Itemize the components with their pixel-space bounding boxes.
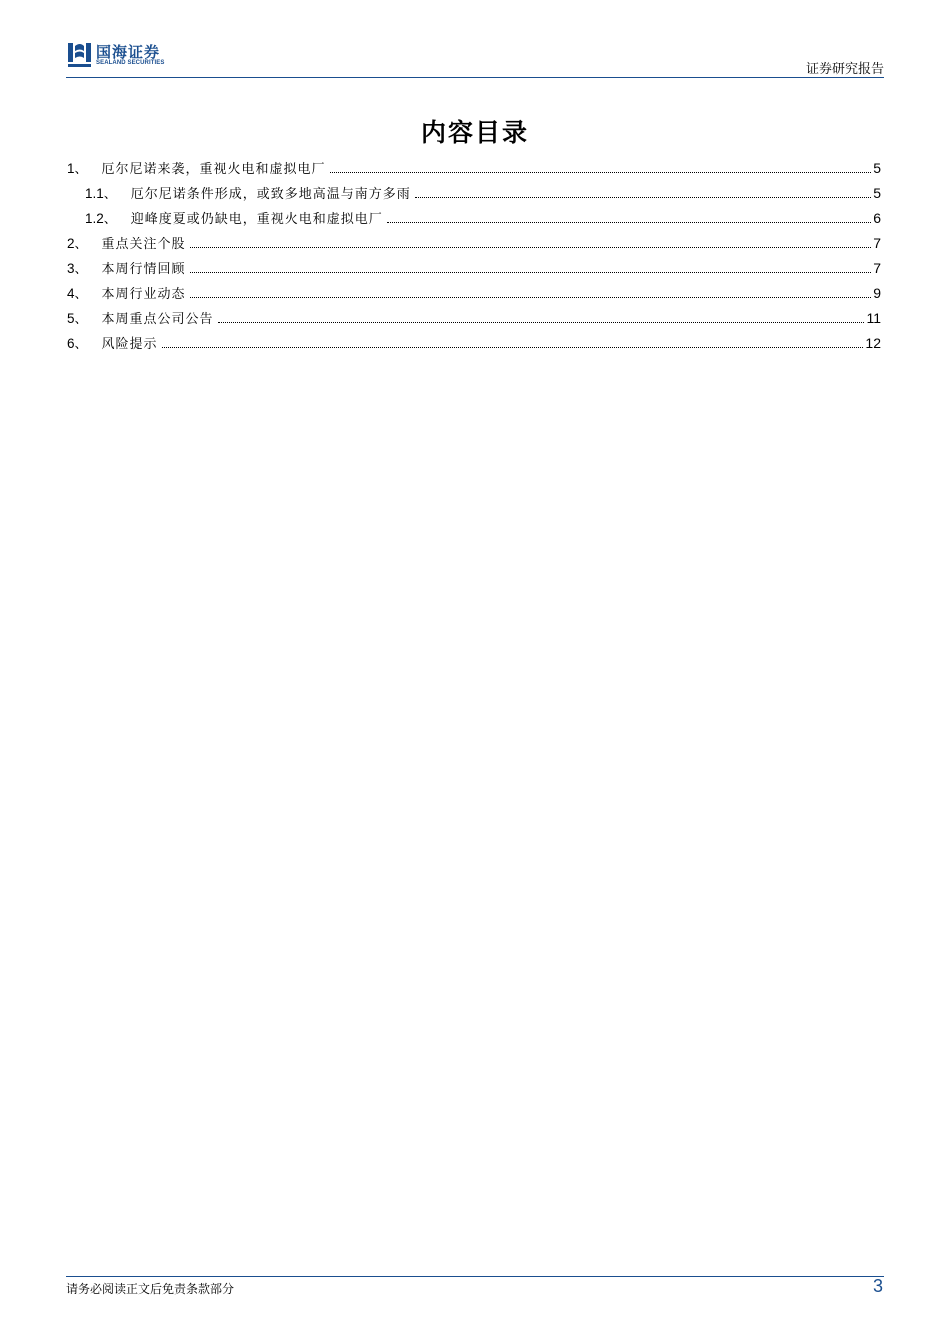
toc-leader-dots [190, 272, 872, 273]
toc-entry-separator: 、 [74, 337, 88, 352]
toc-entry-4[interactable] [67, 283, 881, 308]
toc-entry-page: 7 [873, 260, 881, 276]
toc-leader-dots [415, 197, 871, 198]
toc-entry-text: 厄尔尼诺来袭，重视火电和虚拟电厂 [101, 162, 326, 177]
toc-entry-text: 厄尔尼诺条件形成，或致多地高温与南方多雨 [130, 187, 411, 202]
toc-entry-separator: 、 [74, 162, 88, 177]
sealand-logo-icon [66, 40, 92, 68]
toc-entry-number: 4 [67, 286, 75, 301]
toc-entry-separator: 、 [103, 187, 117, 202]
toc-entry-separator: 、 [74, 312, 88, 327]
toc-entry-1[interactable] [67, 158, 881, 183]
toc-entry-6[interactable] [67, 333, 881, 358]
toc-entry-separator: 、 [74, 262, 88, 277]
header-divider [66, 77, 884, 78]
toc-title: 内容目录 [420, 118, 529, 147]
toc-entry-separator: 、 [74, 287, 88, 302]
toc-entry-page: 5 [873, 160, 881, 176]
toc-entry-number: 1 [67, 161, 75, 176]
toc-entry-1-1[interactable] [67, 183, 881, 208]
toc-entry-text: 本周行业动态 [101, 287, 186, 302]
report-type-label: 证券研究报告 [805, 62, 884, 77]
toc-entry-page: 12 [865, 335, 881, 351]
toc-leader-dots [387, 222, 871, 223]
toc-leader-dots [190, 247, 872, 248]
page-number: 3 [872, 1276, 883, 1296]
toc-entry-number: 2 [67, 236, 75, 251]
toc-entry-number: 1.2 [85, 211, 104, 226]
toc-entry-separator: 、 [74, 237, 88, 252]
toc-entry-5[interactable] [67, 308, 881, 333]
toc-entry-number: 1.1 [85, 186, 104, 201]
toc-entry-text: 迎峰度夏或仍缺电，重视火电和虚拟电厂 [130, 212, 383, 227]
toc-entry-number: 3 [67, 261, 75, 276]
toc-entry-separator: 、 [103, 212, 117, 227]
toc-leader-dots [190, 297, 872, 298]
toc-entry-number: 5 [67, 311, 75, 326]
table-of-contents [67, 158, 881, 358]
toc-entry-text: 本周重点公司公告 [101, 312, 214, 327]
toc-entry-text: 重点关注个股 [101, 237, 186, 252]
toc-entry-page: 7 [873, 235, 881, 251]
toc-entry-2[interactable] [67, 233, 881, 258]
footer-disclaimer: 请务必阅读正文后免责条款部分 [66, 1282, 235, 1296]
toc-leader-dots [218, 322, 865, 323]
logo-name-cn: 国海证券 [96, 43, 161, 61]
toc-entry-page: 5 [873, 185, 881, 201]
toc-entry-page: 11 [866, 310, 881, 326]
logo-name-en: SEALAND SECURITIES [96, 60, 165, 66]
toc-entry-text: 本周行情回顾 [101, 262, 186, 277]
toc-entry-page: 9 [873, 285, 881, 301]
toc-entry-text: 风险提示 [101, 337, 158, 352]
footer-divider [66, 1276, 884, 1277]
toc-leader-dots [330, 172, 872, 173]
toc-entry-number: 6 [67, 336, 75, 351]
toc-entry-1-2[interactable] [67, 208, 881, 233]
page-header [66, 36, 884, 78]
toc-entry-3[interactable] [67, 258, 881, 283]
toc-entry-page: 6 [873, 210, 881, 226]
toc-leader-dots [162, 347, 864, 348]
company-logo [66, 38, 186, 70]
